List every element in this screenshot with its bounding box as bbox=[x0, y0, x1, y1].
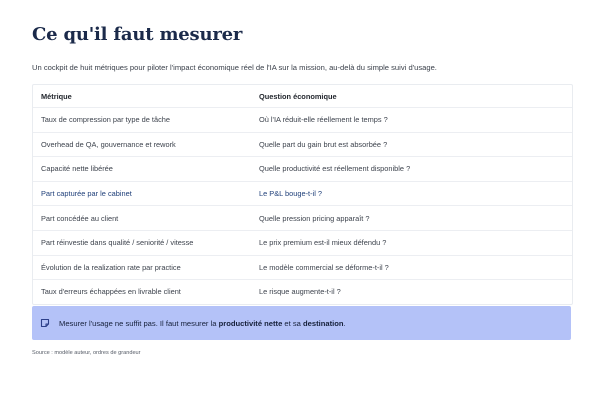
metric-cell: Part réinvestie dans qualité / seniorité / vitesse bbox=[41, 238, 194, 248]
table-row bbox=[33, 205, 572, 230]
metric-cell: Taux de compression par type de tâche bbox=[41, 115, 170, 125]
page-title: Ce qu'il faut mesurer bbox=[32, 24, 243, 45]
question-cell: Quelle pression pricing apparaît ? bbox=[259, 213, 370, 223]
question-cell: Où l'IA réduit-elle réellement le temps ? bbox=[259, 115, 388, 125]
question-cell: Le P&L bouge-t-il ? bbox=[259, 189, 322, 199]
table-row bbox=[33, 279, 572, 304]
callout-text: Mesurer l'usage ne suffit pas. Il faut mesurer la productivité nette et sa destination. bbox=[59, 318, 346, 328]
metrics-table bbox=[32, 84, 573, 305]
metric-cell: Part concédée au client bbox=[41, 213, 119, 223]
question-cell: Le prix premium est-il mieux défendu ? bbox=[259, 238, 387, 248]
header-question: Question économique bbox=[259, 91, 337, 101]
source-note: Source : modèle auteur, ordres de grandeur bbox=[32, 350, 141, 356]
table-row bbox=[33, 132, 572, 157]
table-row bbox=[33, 230, 572, 255]
metric-cell: Capacité nette libérée bbox=[41, 164, 113, 174]
table-row bbox=[33, 156, 572, 181]
metric-cell: Overhead de QA, gouvernance et rework bbox=[41, 139, 176, 149]
table-header-row bbox=[33, 85, 572, 107]
page-subtitle: Un cockpit de huit métriques pour piloter l'impact économique réel de l'IA sur la mission, au-delà du simple suivi d'usage. bbox=[32, 63, 437, 72]
header-metric: Métrique bbox=[41, 91, 72, 101]
callout-bold-destination: destination bbox=[303, 318, 344, 328]
question-cell: Quelle productivité est réellement disponible ? bbox=[259, 164, 411, 174]
key-message-callout bbox=[32, 306, 571, 340]
callout-bold-net-productivity: productivité nette bbox=[218, 318, 283, 328]
table-row bbox=[33, 255, 572, 280]
metric-cell: Part capturée par le cabinet bbox=[41, 189, 132, 199]
table-row bbox=[33, 107, 572, 132]
note-icon bbox=[40, 318, 50, 328]
table-row-highlighted bbox=[33, 181, 572, 206]
question-cell: Le modèle commercial se déforme-t-il ? bbox=[259, 262, 389, 272]
question-cell: Le risque augmente-t-il ? bbox=[259, 287, 341, 297]
question-cell: Quelle part du gain brut est absorbée ? bbox=[259, 139, 388, 149]
metric-cell: Évolution de la realization rate par practice bbox=[41, 262, 181, 272]
metric-cell: Taux d'erreurs échappées en livrable client bbox=[41, 287, 181, 297]
